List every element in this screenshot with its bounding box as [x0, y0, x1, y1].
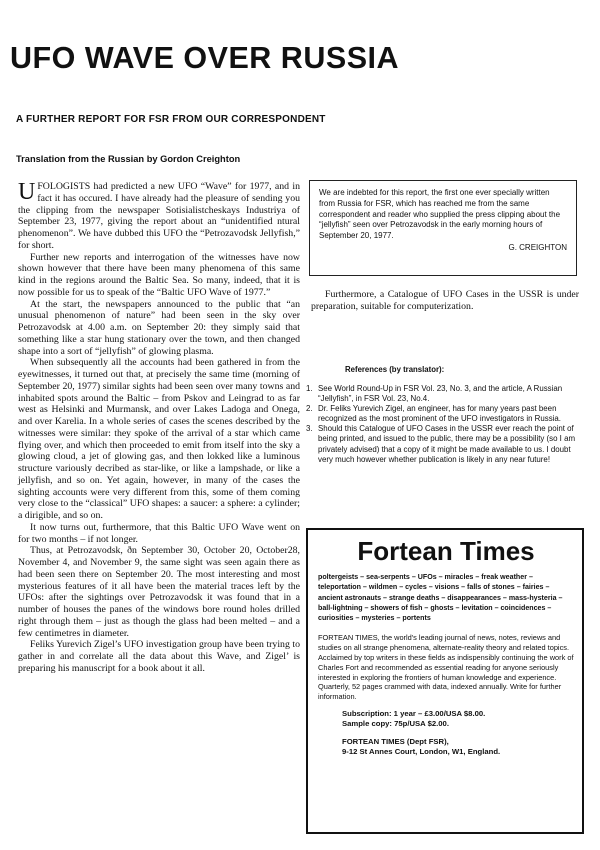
- reference-text: Dr. Feliks Yurevich Zigel, an engineer, has for many years past been recognized as the most prominent of the UFO investigators in Russia.: [318, 404, 561, 424]
- article-paragraph-4: When subsequently all the accounts had been gathered in from the eyewitnesses, it turned out that, at precisely the same time (morning of September 20, 1977) similar sights had been seen over many towns and inhabited spots around the Baltic – from Pskov and Leingrad to as far west as Helsinki and Murmansk, and over Lakes Ladoga and Onega, and over Karelia. In a whole series of cases the scenes described by the witnesses were similar: they spoke of the arrival of a star which came flying over, and which then proceeded to emit from itself into the sky a glowing cloud, a jet of glowing gas, and then lokked like a luminous structure variously decribed as star-like, or like a lampshade, or like a jellyfish, and so on. Yet again, however, in many of the cases the sighting accounts were very different from this, some of them coming very close to the “classical” UFO shapes: a saucer: a sphere: a cylinder; a dirigible, and so on.: [18, 357, 300, 521]
- reference-number: 3.: [306, 424, 313, 434]
- article-paragraph-6: Thus, at Petrozavodsk, ðn September 30, October 20, October28, November 4, and November 9, the same sight was seen again there as had been seen there on September 20. The most interesting and most mysterious features of it all have been the material traces left by the UFOs: after the sightings over Petrozavodsk it was found that in a number of houses the panes of the windows bore round holes drilled right through them – just as though the glass had been melted – and a few centimetres in diameter.: [18, 545, 300, 639]
- advert-title: Fortean Times: [357, 536, 535, 566]
- reference-number: 1.: [306, 384, 313, 393]
- advert-address: [342, 737, 574, 757]
- reference-text: See World Round-Up in FSR Vol. 23, No. 3, and the article, A Russian “Jellyfish”, in FSR Vol. 23, No.4.: [318, 384, 563, 404]
- references-heading: References (by translator):: [345, 365, 445, 374]
- advert-topics: poltergeists – sea-serpents – UFOs – miracles – freak weather – teleportation – wildmen – cycles – visions – falls of stones – fairies – ancient astronauts – strange deaths – disappearances – mass-hysteria – ball-lightning – showers of fish – ghosts – levitation – coincidences – curiosities – mysteries – portents: [318, 573, 563, 623]
- article-paragraph-2: Further new reports and interrogation of the witnesses have now shown however that there have been many phenomena of this same kind in the regions around the Baltic Sea. So many, indeed, that it is now possible for us to speak of the “Baltic UFO Wave of 1977.”: [18, 251, 300, 298]
- editor-note-box: [309, 180, 577, 276]
- reference-item: [306, 404, 584, 424]
- drop-cap: U: [18, 179, 36, 205]
- article-paragraph-3: At the start, the newspapers announced to the public that “an unusual phenomenon of nature” had been seen in the sky over Petrozavodsk at 4.00 a.m. on September 20: they simply said that something like a star hung stationary over the town, and then changed shape into a sort of “jellyfish” of glowing plasma.: [18, 298, 300, 357]
- advert-address-street: 9-12 St Annes Court, London, W1, England.: [342, 747, 501, 757]
- advert-pricing: [342, 709, 574, 729]
- reference-text: Should this Catalogue of UFO Cases in the USSR ever reach the point of being printed, and issued to the public, there may be a possibility (so I am privately advised) that a copy of it might be made available to us. I doubt very much however whether publication is likely in any near future!: [318, 424, 576, 464]
- article-paragraph-5: It now turns out, furthermore, that this Baltic UFO Wave went on for two months – if not longer.: [18, 521, 300, 545]
- article-body: [18, 181, 300, 675]
- reference-item: [306, 424, 584, 464]
- advert-sample: Sample copy: 75p/USA $2.00.: [342, 719, 449, 729]
- page-title: UFO WAVE OVER RUSSIA: [10, 41, 400, 75]
- advert-subscription: Subscription: 1 year – £3.00/USA $8.00.: [342, 709, 486, 719]
- fortean-times-advert: [306, 528, 584, 834]
- editor-note-text: We are indebted for this report, the first one ever specially written from Russia for FSR, which has reached me from the same correspondent and reader who supplied the press clipping about the “jellyfish” seen over Petrozavodsk in the early morning hours of September 20, 1977.: [319, 188, 561, 241]
- reference-item: [306, 384, 584, 404]
- advert-description: FORTEAN TIMES, the world's leading journal of news, notes, reviews and studies on all strange phenomena, alternate-reality theory and related topics. Acclaimed by top writers in these fields as indispensibly continuing the work of Charles Fort and recommended as essential reading for anyone seriously interested in exploring the frontiers of human knowledge and experience. Quarterly, 52 pages crammed with data, indexed annually. Write for further information.: [318, 633, 574, 702]
- advert-address-name: FORTEAN TIMES (Dept FSR),: [342, 737, 449, 747]
- article-subtitle: A FURTHER REPORT FOR FSR FROM OUR CORRESPONDENT: [16, 114, 326, 125]
- article-paragraph-1: [18, 181, 300, 252]
- article-paragraph-1-text: FOLOGISTS had predicted a new UFO “Wave” for 1977, and in fact it has occured. I have already had the pleasure of sending you the clipping from the newspaper Sotisialistcheskays Industriya of September 23, 1977, giving the report about an “unidentified ntural phenomenon”. We have dubbed this UFO the “Petrozavodsk Jellyfish,” for short.: [18, 181, 300, 251]
- catalogue-paragraph: Furthermore, a Catalogue of UFO Cases in the USSR is under preparation, suitable for computerization.: [311, 289, 579, 312]
- editor-note-signature: G. CREIGHTON: [508, 242, 567, 252]
- reference-number: 2.: [306, 404, 313, 414]
- article-byline: Translation from the Russian by Gordon Creighton: [16, 154, 241, 164]
- references-list: [306, 384, 584, 465]
- article-paragraph-7: Feliks Yurevich Zigel’s UFO investigation group have been trying to gather in and correlate all the data about this Wave, and Zigel’ is preparing his manuscript for a book about it all.: [18, 639, 300, 674]
